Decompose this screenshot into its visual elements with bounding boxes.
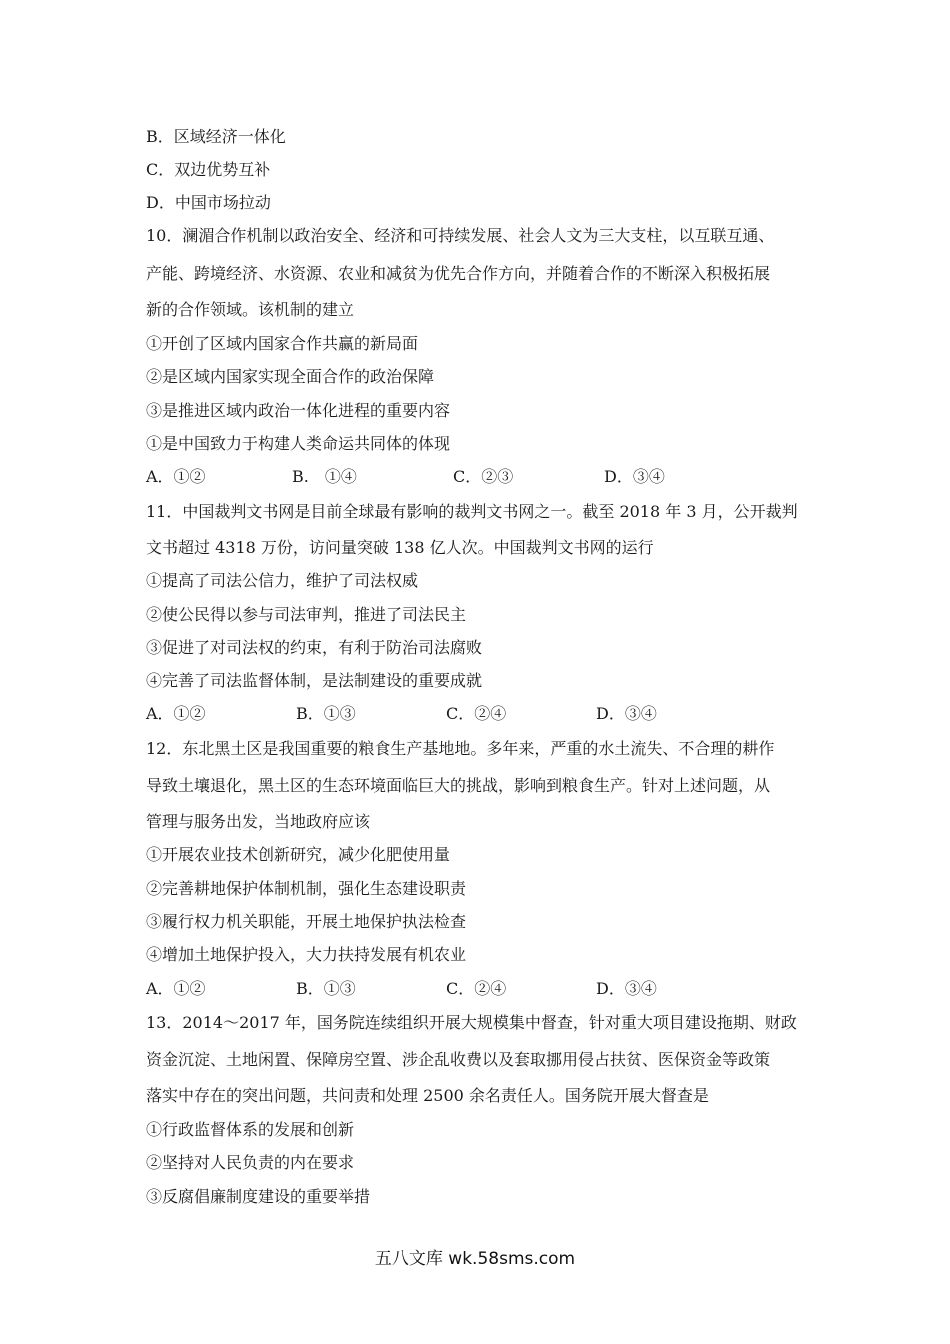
q11-choice-d: D．③④ [596, 704, 657, 723]
q9-option-d: D．中国市场拉动 [146, 193, 271, 212]
q13-statement-1: ①行政监督体系的发展和创新 [146, 1120, 355, 1139]
q11-statement-4: ④完善了司法监督体制，是法制建设的重要成就 [146, 671, 483, 690]
q12-choice-a: A．①② [146, 979, 206, 998]
q10-choice-c: C．②③ [453, 467, 514, 486]
q10-statement-2: ②是区域内国家实现全面合作的政治保障 [146, 367, 435, 386]
q12-choice-c: C．②④ [446, 979, 507, 998]
q10-stem-line-2: 产能、跨境经济、水资源、农业和减贫为优先合作方向，并随着合作的不断深入积极拓展 [146, 264, 771, 283]
q12-choice-d: D．③④ [596, 979, 657, 998]
q13-statement-3: ③反腐倡廉制度建设的重要举措 [146, 1187, 371, 1206]
q12-statement-3: ③履行权力机关职能，开展土地保护执法检查 [146, 912, 467, 931]
q12-stem-line-2: 导致土壤退化，黑土区的生态环境面临巨大的挑战，影响到粮食生产。针对上述问题，从 [146, 776, 771, 795]
q11-stem-line-1: 11．中国裁判文书网是目前全球最有影响的裁判文书网之一。截至 2018 年 3 月，公开裁判 [146, 502, 798, 521]
q12-statement-4: ④增加土地保护投入，大力扶持发展有机农业 [146, 945, 467, 964]
site-footer: 五八文库 wk.58sms.com [374, 1249, 576, 1269]
q11-statement-1: ①提高了司法公信力，维护了司法权威 [146, 571, 419, 590]
q11-choice-b: B．①③ [296, 704, 356, 723]
q11-choice-a: A．①② [146, 704, 206, 723]
q10-choice-b: B. ①④ [292, 467, 357, 486]
q10-choice-a: A．①② [146, 467, 206, 486]
q12-choice-b: B．①③ [296, 979, 356, 998]
q12-stem-line-1: 12．东北黑土区是我国重要的粮食生产基地地。多年来，严重的水土流失、不合理的耕作 [146, 739, 775, 758]
q13-stem-line-1: 13．2014～2017 年，国务院连续组织开展大规模集中督查，针对重大项目建设拖期、财政 [146, 1013, 797, 1032]
q11-stem-line-2: 文书超过 4318 万份，访问量突破 138 亿人次。中国裁判文书网的运行 [146, 538, 654, 557]
q13-stem-line-3: 落实中存在的突出问题，共问责和处理 2500 余名责任人。国务院开展大督查是 [146, 1086, 709, 1105]
q10-statement-4: ①是中国致力于构建人类命运共同体的体现 [146, 434, 451, 453]
q12-stem-line-3: 管理与服务出发，当地政府应该 [146, 812, 371, 831]
q11-statement-3: ③促进了对司法权的约束，有利于防治司法腐败 [146, 638, 483, 657]
q9-option-b: B．区域经济一体化 [146, 127, 286, 146]
q13-stem-line-2: 资金沉淀、土地闲置、保障房空置、涉企乱收费以及套取挪用侵占扶贫、医保资金等政策 [146, 1050, 771, 1069]
q10-choice-d: D．③④ [604, 467, 665, 486]
q11-statement-2: ②使公民得以参与司法审判，推进了司法民主 [146, 605, 467, 624]
q11-choice-c: C．②④ [446, 704, 507, 723]
q12-statement-2: ②完善耕地保护体制机制，强化生态建设职责 [146, 879, 467, 898]
q10-stem-line-1: 10．澜湄合作机制以政治安全、经济和可持续发展、社会人文为三大支柱，以互联互通、 [146, 226, 775, 245]
q13-statement-2: ②坚持对人民负责的内在要求 [146, 1153, 355, 1172]
q10-statement-3: ③是推进区域内政治一体化进程的重要内容 [146, 401, 451, 420]
q12-statement-1: ①开展农业技术创新研究，减少化肥使用量 [146, 845, 451, 864]
q9-option-c: C．双边优势互补 [146, 160, 271, 179]
q10-statement-1: ①开创了区域内国家合作共赢的新局面 [146, 334, 419, 353]
q10-stem-line-3: 新的合作领域。该机制的建立 [146, 300, 355, 319]
